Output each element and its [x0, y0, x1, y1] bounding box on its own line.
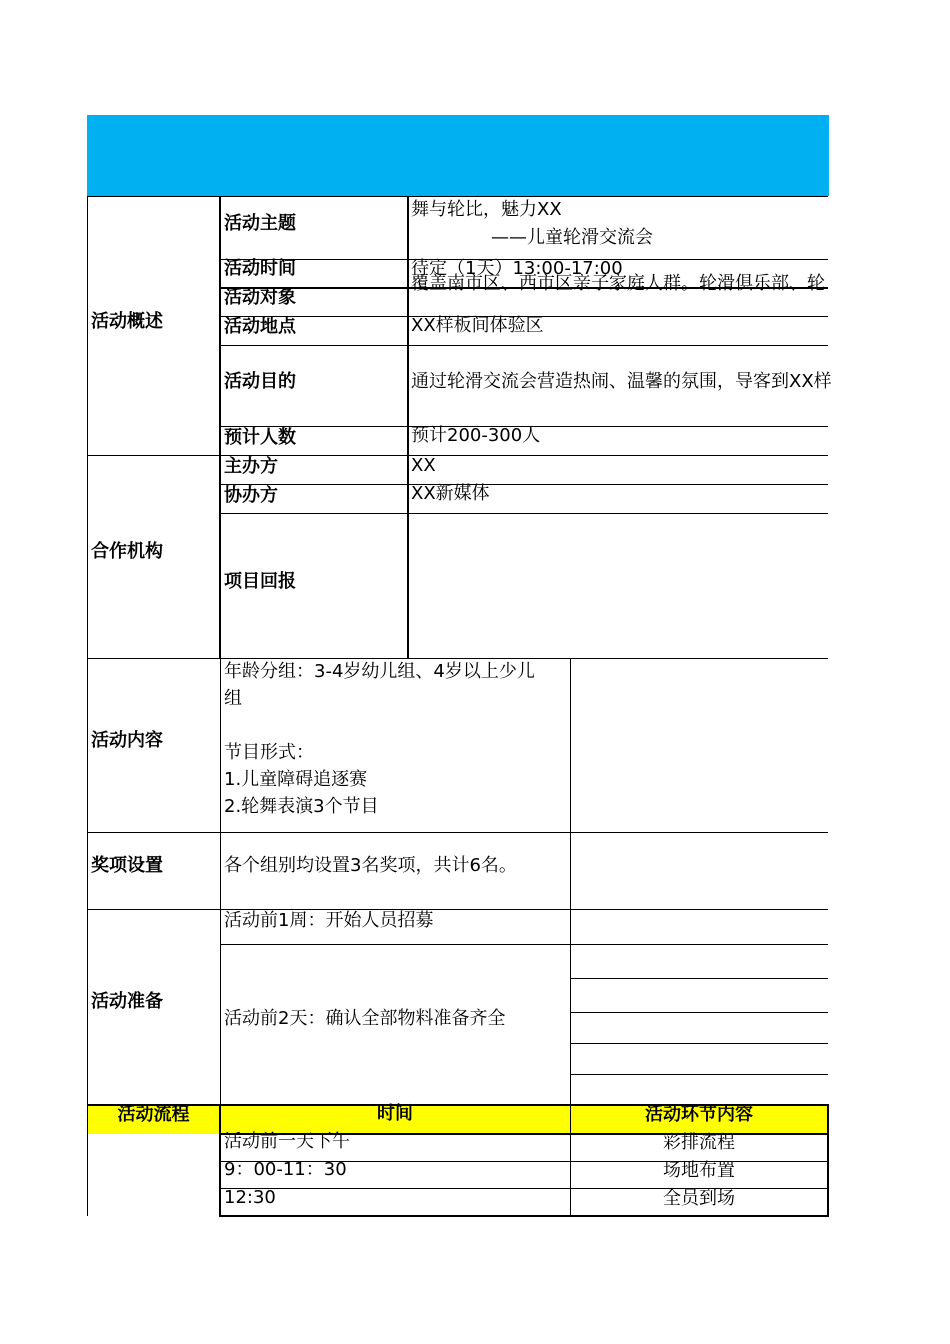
- flow-row-2-time: 9：00-11：30: [224, 1159, 347, 1180]
- time-label: 活动时间: [224, 258, 296, 279]
- content-text: 年龄分组：3-4岁幼儿组、4岁以上少儿 组 节目形式： 1.儿童障碍追逐赛 2.轮舞表演3个节目: [224, 661, 535, 817]
- theme-label: 活动主题: [224, 213, 296, 234]
- purpose-value: 通过轮滑交流会营造热闹、温馨的氛围，导客到XX样: [411, 371, 832, 392]
- flow-row-3-time: 12:30: [224, 1187, 276, 1208]
- target-label: 活动对象: [224, 287, 296, 308]
- flow-row-1-content: 彩排流程: [663, 1132, 735, 1153]
- flow-section-label: 活动流程: [117, 1104, 190, 1125]
- cohost-value: XX新媒体: [411, 483, 490, 504]
- host-label: 主办方: [224, 456, 278, 477]
- flow-row-1-time: 活动前一天下午: [224, 1131, 350, 1152]
- count-value: 预计200-300人: [411, 425, 541, 446]
- awards-section-label: 奖项设置: [91, 855, 163, 876]
- theme-value-line2: ——儿童轮滑交流会: [491, 227, 653, 248]
- flow-col-time: 时间: [377, 1103, 413, 1124]
- prep-item-1: 活动前1周：开始人员招募: [224, 910, 434, 931]
- cohost-label: 协办方: [224, 485, 278, 506]
- overview-section-label: 活动概述: [91, 311, 163, 332]
- header-banner: [87, 115, 829, 196]
- place-value: XX样板间体验区: [411, 315, 544, 336]
- target-value: 覆盖南市区、西市区亲子家庭人群。轮滑俱乐部、轮: [411, 273, 825, 294]
- project-return-label: 项目回报: [224, 571, 296, 592]
- flow-row-3-content: 全员到场: [663, 1188, 735, 1209]
- partners-section-label: 合作机构: [91, 541, 163, 562]
- flow-col-content: 活动环节内容: [645, 1104, 753, 1125]
- host-value: XX: [411, 455, 436, 476]
- purpose-label: 活动目的: [224, 371, 296, 392]
- awards-text: 各个组别均设置3名奖项，共计6名。: [224, 855, 517, 876]
- count-label: 预计人数: [224, 427, 296, 448]
- flow-row-2-content: 场地布置: [663, 1160, 735, 1181]
- theme-value-line1: 舞与轮比，魅力XX: [411, 199, 562, 220]
- prep-item-2: 活动前2天：确认全部物料准备齐全: [224, 1008, 506, 1029]
- content-section-label: 活动内容: [91, 730, 163, 751]
- prep-section-label: 活动准备: [91, 991, 163, 1012]
- time-value: 待定（1天）13:00-17:00: [411, 258, 623, 279]
- place-label: 活动地点: [224, 316, 296, 337]
